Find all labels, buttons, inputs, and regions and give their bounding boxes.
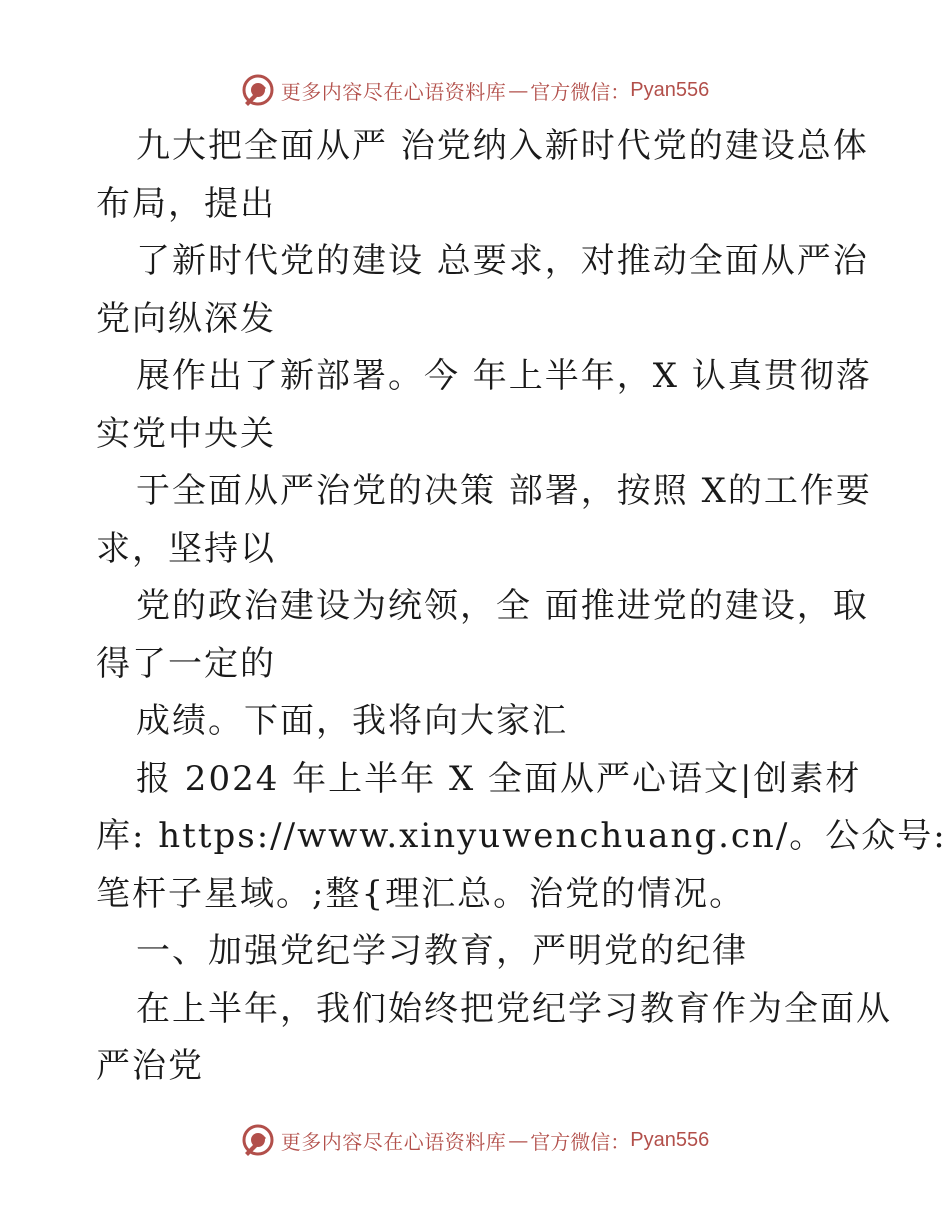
footer-wechat-label: 官方微信： (530, 1129, 631, 1154)
body-line: 了新时代党的建设 总要求，对推动全面从严治 (136, 241, 869, 281)
body-line: 九大把全面从严 治党纳入新时代党的建设总体 (136, 126, 869, 166)
body-line: 报 2024 年上半年 X 全面从严心语文|创素材 (136, 758, 862, 799)
body-line: 笔杆子星域。;整{理汇总。治党的情况。 (96, 873, 746, 914)
section-heading: 一、加强党纪学习教育，严明党的纪律 (136, 931, 748, 971)
body-line: 实党中央关 (96, 413, 276, 454)
body-line: 于全面从严治党的决策 部署，按照 X的工作要 (136, 471, 872, 511)
header-banner-dash: — (508, 78, 529, 102)
header-banner (0, 72, 950, 108)
body-line: 展作出了新部署。今 年上半年，X 认真贯彻落 (136, 356, 872, 396)
body-line: 党向纵深发 (96, 298, 276, 339)
document-body (96, 118, 947, 1096)
footer-banner-text: 更多内容尽在心语资料库 (280, 1129, 507, 1154)
body-line: 成绩。下面，我将向大家汇 (136, 701, 568, 741)
body-line: 布局，提出 (96, 183, 276, 224)
header-banner-text: 更多内容尽在心语资料库 (280, 79, 507, 104)
header-wechat-label: 官方微信： (530, 79, 631, 104)
body-line: 求，坚持以 (96, 528, 276, 569)
body-line: 严治党 (96, 1046, 204, 1086)
footer-banner (0, 1122, 950, 1158)
body-line: 党的政治建设为统领，全 面推进党的建设，取 (136, 586, 869, 626)
pen-logo-icon (241, 73, 275, 107)
body-line: 在上半年，我们始终把党纪学习教育作为全面从 (136, 988, 892, 1029)
body-line: 库: https://www.xinyuwenchuang.cn/。公众号: (96, 816, 947, 856)
footer-banner-dash: — (508, 1128, 529, 1152)
header-wechat-id: Pyan556 (630, 78, 710, 101)
pen-logo-icon (241, 1123, 275, 1157)
footer-wechat-id: Pyan556 (630, 1128, 710, 1151)
body-line: 得了一定的 (96, 643, 276, 684)
